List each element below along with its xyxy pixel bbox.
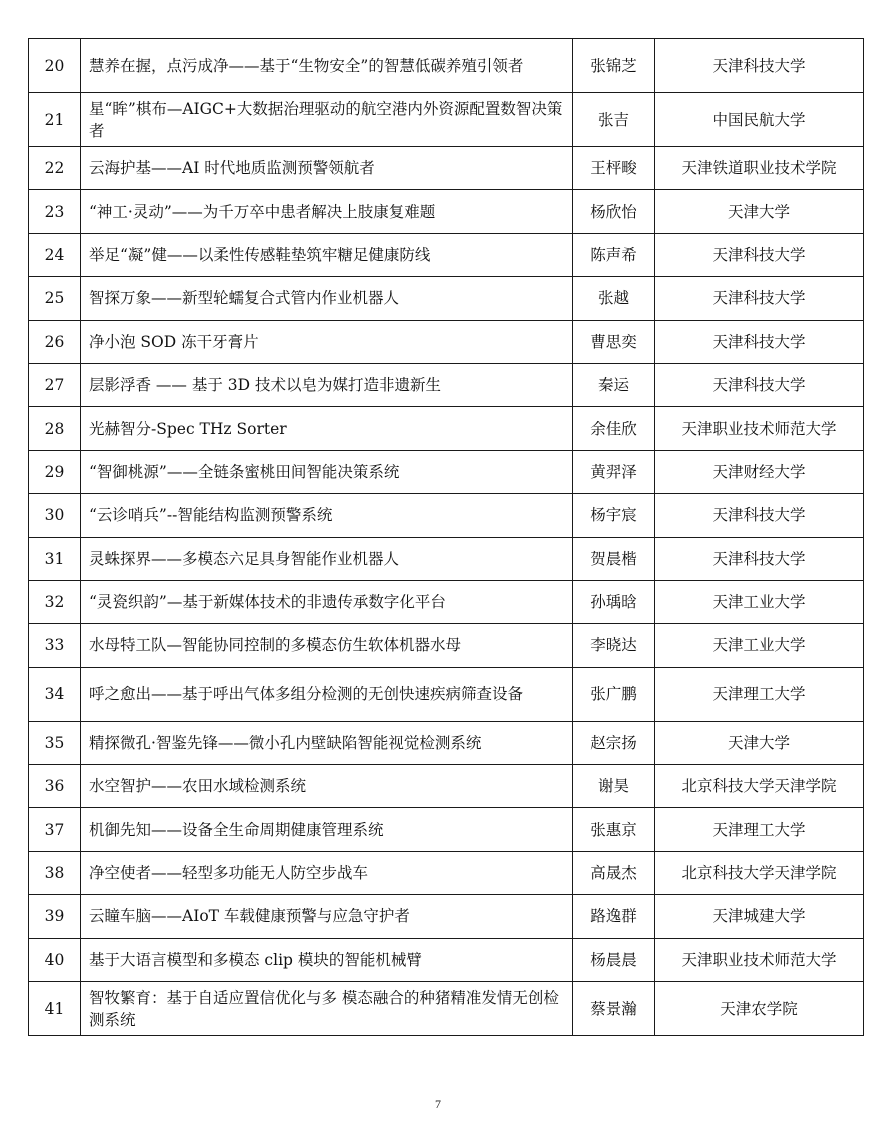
leader-name: 赵宗扬: [573, 721, 655, 764]
project-title: 净空使者——轻型多功能无人防空步战车: [81, 851, 573, 894]
row-number: 37: [29, 808, 81, 851]
project-title: “智御桃源”——全链条蜜桃田间智能决策系统: [81, 450, 573, 493]
school-name: 中国民航大学: [655, 93, 864, 147]
leader-name: 贺晨楷: [573, 537, 655, 580]
school-name: 天津大学: [655, 190, 864, 233]
leader-name: 余佳欣: [573, 407, 655, 450]
table-row: [29, 721, 864, 764]
leader-name: 杨宇宸: [573, 494, 655, 537]
project-title: 层影浮香 —— 基于 3D 技术以皂为媒打造非遗新生: [81, 363, 573, 406]
table-row: [29, 363, 864, 406]
school-name: 天津工业大学: [655, 624, 864, 667]
row-number: 39: [29, 895, 81, 938]
project-title: 云瞳车脑——AIoT 车载健康预警与应急守护者: [81, 895, 573, 938]
school-name: 天津理工大学: [655, 808, 864, 851]
table-body: [29, 39, 864, 1036]
project-title: 云海护基——AI 时代地质监测预警领航者: [81, 147, 573, 190]
project-title: 智探万象——新型轮蠕复合式管内作业机器人: [81, 277, 573, 320]
leader-name: 高晟杰: [573, 851, 655, 894]
row-number: 31: [29, 537, 81, 580]
school-name: 天津大学: [655, 721, 864, 764]
table-row: [29, 93, 864, 147]
project-title: 智牧繁育：基于自适应置信优化与多 模态融合的种猪精准发情无创检测系统: [81, 982, 573, 1036]
school-name: 北京科技大学天津学院: [655, 765, 864, 808]
row-number: 26: [29, 320, 81, 363]
table-row: [29, 938, 864, 981]
school-name: 天津科技大学: [655, 494, 864, 537]
leader-name: 张锦芝: [573, 39, 655, 93]
row-number: 35: [29, 721, 81, 764]
row-number: 27: [29, 363, 81, 406]
row-number: 22: [29, 147, 81, 190]
school-name: 天津科技大学: [655, 537, 864, 580]
row-number: 33: [29, 624, 81, 667]
row-number: 29: [29, 450, 81, 493]
row-number: 38: [29, 851, 81, 894]
school-name: 天津科技大学: [655, 233, 864, 276]
school-name: 天津理工大学: [655, 667, 864, 721]
school-name: 天津科技大学: [655, 39, 864, 93]
row-number: 28: [29, 407, 81, 450]
table-row: [29, 667, 864, 721]
row-number: 24: [29, 233, 81, 276]
table-row: [29, 895, 864, 938]
leader-name: 张越: [573, 277, 655, 320]
leader-name: 秦运: [573, 363, 655, 406]
project-title: “云诊哨兵”--智能结构监测预警系统: [81, 494, 573, 537]
page-number: 7: [435, 1097, 441, 1111]
project-list-table: [28, 38, 864, 1036]
project-title: 举足“凝”健——以柔性传感鞋垫筑牢糖足健康防线: [81, 233, 573, 276]
leader-name: 陈声希: [573, 233, 655, 276]
school-name: 天津科技大学: [655, 320, 864, 363]
leader-name: 曹思奕: [573, 320, 655, 363]
table-row: [29, 580, 864, 623]
leader-name: 杨晨晨: [573, 938, 655, 981]
row-number: 32: [29, 580, 81, 623]
row-number: 25: [29, 277, 81, 320]
table-row: [29, 407, 864, 450]
project-title: 机御先知——设备全生命周期健康管理系统: [81, 808, 573, 851]
project-title: 精探微孔·智鉴先锋——微小孔内壁缺陷智能视觉检测系统: [81, 721, 573, 764]
leader-name: 黄羿泽: [573, 450, 655, 493]
school-name: 天津铁道职业技术学院: [655, 147, 864, 190]
project-title: 慧养在握，点污成净——基于“生物安全”的智慧低碳养殖引领者: [81, 39, 573, 93]
school-name: 北京科技大学天津学院: [655, 851, 864, 894]
school-name: 天津财经大学: [655, 450, 864, 493]
row-number: 40: [29, 938, 81, 981]
table-row: [29, 39, 864, 93]
leader-name: 王枰畯: [573, 147, 655, 190]
table-row: [29, 450, 864, 493]
school-name: 天津科技大学: [655, 277, 864, 320]
project-title: 基于大语言模型和多模态 clip 模块的智能机械臂: [81, 938, 573, 981]
leader-name: 张广鹏: [573, 667, 655, 721]
row-number: 23: [29, 190, 81, 233]
school-name: 天津职业技术师范大学: [655, 938, 864, 981]
row-number: 36: [29, 765, 81, 808]
school-name: 天津科技大学: [655, 363, 864, 406]
leader-name: 杨欣怡: [573, 190, 655, 233]
leader-name: 张吉: [573, 93, 655, 147]
project-title: 星“眸”棋布—AIGC+大数据治理驱动的航空港内外资源配置数智决策者: [81, 93, 573, 147]
row-number: 30: [29, 494, 81, 537]
leader-name: 李晓达: [573, 624, 655, 667]
table-row: [29, 494, 864, 537]
project-title: 净小泡 SOD 冻干牙膏片: [81, 320, 573, 363]
table-row: [29, 765, 864, 808]
project-title: 水母特工队—智能协同控制的多模态仿生软体机器水母: [81, 624, 573, 667]
row-number: 20: [29, 39, 81, 93]
table-row: [29, 808, 864, 851]
table-row: [29, 982, 864, 1036]
table-row: [29, 190, 864, 233]
leader-name: 张惠京: [573, 808, 655, 851]
leader-name: 孙瑀晗: [573, 580, 655, 623]
leader-name: 谢昊: [573, 765, 655, 808]
row-number: 34: [29, 667, 81, 721]
school-name: 天津农学院: [655, 982, 864, 1036]
project-title: “神工·灵动”——为千万卒中患者解决上肢康复难题: [81, 190, 573, 233]
school-name: 天津职业技术师范大学: [655, 407, 864, 450]
project-title: “灵瓷织韵”—基于新媒体技术的非遗传承数字化平台: [81, 580, 573, 623]
table-row: [29, 233, 864, 276]
table-row: [29, 147, 864, 190]
leader-name: 蔡景瀚: [573, 982, 655, 1036]
table-row: [29, 624, 864, 667]
row-number: 41: [29, 982, 81, 1036]
school-name: 天津工业大学: [655, 580, 864, 623]
row-number: 21: [29, 93, 81, 147]
table-row: [29, 320, 864, 363]
leader-name: 路逸群: [573, 895, 655, 938]
table-row: [29, 537, 864, 580]
table-row: [29, 277, 864, 320]
project-title: 水空智护——农田水域检测系统: [81, 765, 573, 808]
school-name: 天津城建大学: [655, 895, 864, 938]
project-title: 光赫智分-Spec THz Sorter: [81, 407, 573, 450]
project-title: 呼之愈出——基于呼出气体多组分检测的无创快速疾病筛查设备: [81, 667, 573, 721]
project-title: 灵蛛探界——多模态六足具身智能作业机器人: [81, 537, 573, 580]
table-row: [29, 851, 864, 894]
